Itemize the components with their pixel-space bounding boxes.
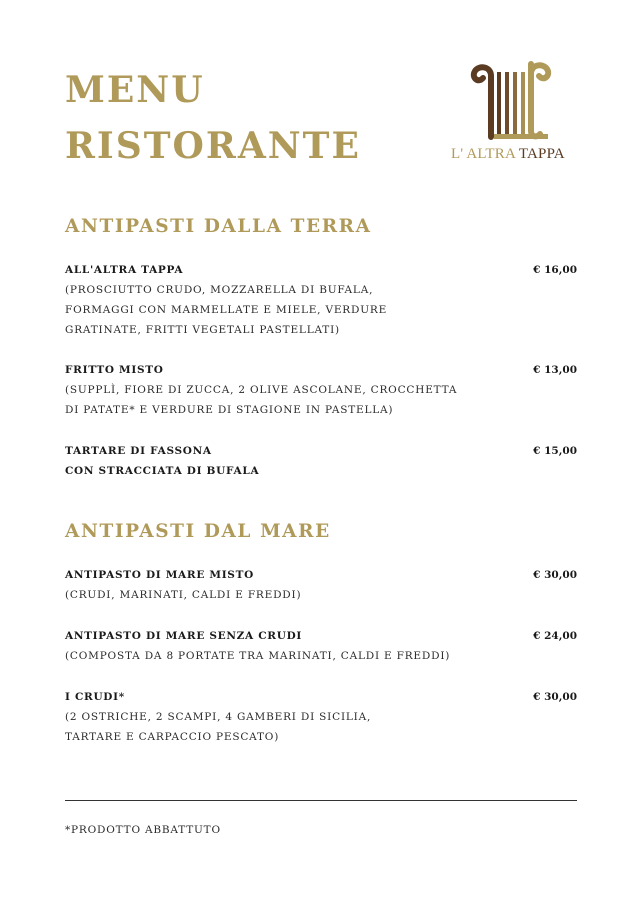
item-name: TARTARE DI FASSONA xyxy=(65,445,212,457)
item-description-line: GRATINATE, FRITTI VEGETALI PASTELLATI) xyxy=(65,324,340,336)
item-name: ALL'ALTRA TAPPA xyxy=(65,264,184,276)
item-description-line: (2 OSTRICHE, 2 SCAMPI, 4 GAMBERI DI SICILIA, xyxy=(65,711,372,723)
item-name-line-2: CON STRACCIATA DI BUFALA xyxy=(65,465,260,477)
item-description-line: (SUPPLÌ, FIORE DI ZUCCA, 2 OLIVE ASCOLANE, CROCCHETTA xyxy=(65,384,458,396)
menu-item xyxy=(65,441,577,481)
menu-item xyxy=(65,360,577,420)
menu-item xyxy=(65,687,577,747)
item-description-line: (PROSCIUTTO CRUDO, MOZZARELLA DI BUFALA, xyxy=(65,284,374,296)
item-price: € 24,00 xyxy=(533,630,577,642)
title-line-2: RISTORANTE xyxy=(65,125,361,167)
item-description-line: (COMPOSTA DA 8 PORTATE TRA MARINATI, CALDI E FREDDI) xyxy=(65,650,451,662)
title-line-1: MENU xyxy=(65,69,205,111)
item-price: € 30,00 xyxy=(533,691,577,703)
item-name: ANTIPASTO DI MARE SENZA CRUDI xyxy=(65,630,302,642)
logo-text-suffix: TAPPA xyxy=(515,146,565,162)
item-price: € 16,00 xyxy=(533,264,577,276)
footer-divider xyxy=(65,800,577,801)
item-name: ANTIPASTO DI MARE MISTO xyxy=(65,569,254,581)
item-name: I CRUDI* xyxy=(65,691,125,703)
item-price: € 13,00 xyxy=(533,364,577,376)
item-description-line: TARTARE E CARPACCIO PESCATO) xyxy=(65,731,280,743)
page-title xyxy=(65,62,361,174)
logo-wordmark xyxy=(451,146,565,163)
column-logo-icon xyxy=(470,60,554,140)
item-description-line: DI PATATE* E VERDURE DI STAGIONE IN PASTELLA) xyxy=(65,404,394,416)
item-name: FRITTO MISTO xyxy=(65,364,164,376)
logo-text-prefix: L' ALTRA xyxy=(451,146,516,162)
footnote: *PRODOTTO ABBATTUTO xyxy=(65,824,221,836)
section-title-antipasti-mare: ANTIPASTI DAL MARE xyxy=(65,521,331,542)
item-description-line: FORMAGGI CON MARMELLATE E MIELE, VERDURE xyxy=(65,304,388,316)
item-price: € 30,00 xyxy=(533,569,577,581)
menu-item xyxy=(65,260,577,340)
menu-item xyxy=(65,626,577,666)
menu-item xyxy=(65,565,577,605)
section-title-antipasti-terra: ANTIPASTI DALLA TERRA xyxy=(65,216,372,237)
restaurant-logo xyxy=(446,60,581,170)
item-description-line: (CRUDI, MARINATI, CALDI E FREDDI) xyxy=(65,589,302,601)
item-price: € 15,00 xyxy=(533,445,577,457)
